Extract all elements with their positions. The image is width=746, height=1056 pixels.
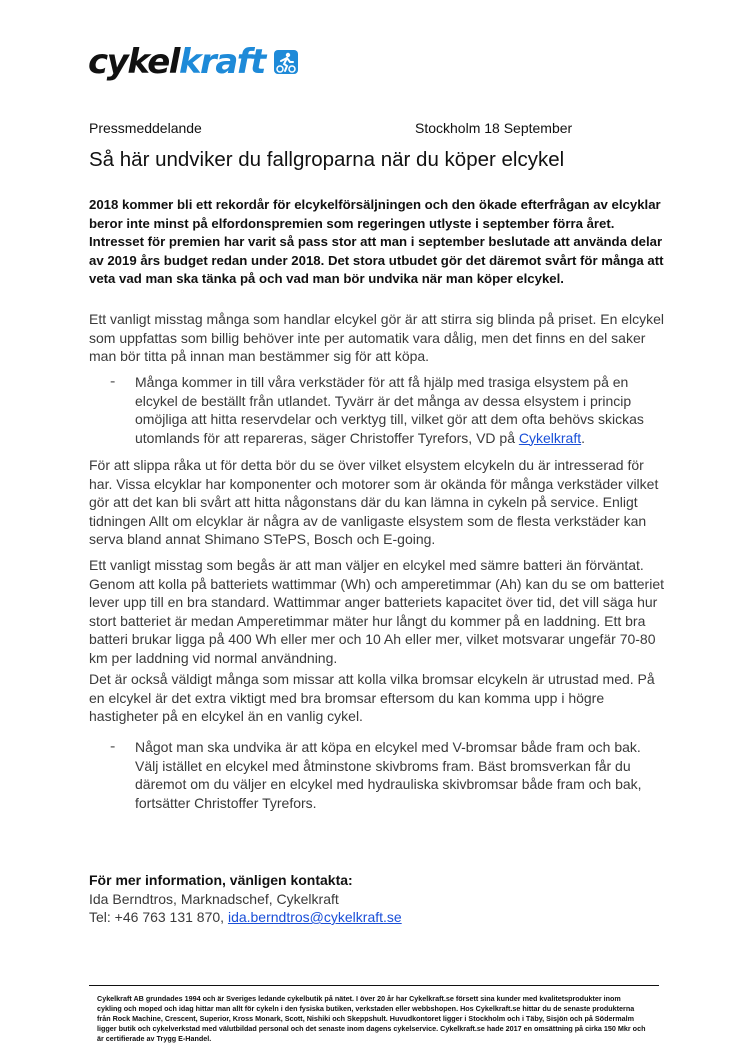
place-date: Stockholm 18 September	[415, 120, 573, 136]
contact-phone: Tel: +46 763 131 870,	[89, 909, 228, 925]
article-title: Så här undviker du fallgroparna när du köper elcykel	[89, 148, 565, 171]
paragraph-1: Ett vanligt misstag många som handlar elcykel gör är att stirra sig blinda på priset. En elcykel som uppfattas som billig behöver inte per automatik vara dålig, men det finns en del saker man bör titta på innan man bestämmer sig för att köpa.	[89, 311, 665, 364]
quote-1-body: Många kommer in till våra verkstäder för att få hjälp med trasiga elsystem på en elcykel de beställt från utlandet. Tyvärr är det många av dessa elsystem i princip omöjliga att hitta reservdelar och verktyg till, vilket gör att dem ofta behövs skickas utomlands för att repareras, säger Christoffer Tyrefors, VD på	[135, 374, 644, 446]
lead-paragraph: 2018 kommer bli ett rekordår för elcykelförsäljningen och den ökade efterfrågan av elcyklar beror inte minst på elfordonspremien som regeringen utlyste i september förra året. Intresset för premien har varit så pass stor att man i september beslutade att använda delar av 2019 års budget redan under 2018. Det stora utbudet gör det däremot svårt för många att veta vad man ska tänka på och vad man bör undvika när man köper elcykel.	[89, 197, 664, 287]
document-type-label: Pressmeddelande	[89, 120, 202, 136]
company-logo	[88, 40, 299, 84]
quote-1-end: .	[581, 429, 585, 446]
logo-wordmark	[88, 42, 265, 82]
bullet-marker: -	[110, 738, 116, 755]
paragraph-3: Ett vanligt misstag som begås är att man väljer en elcykel med sämre batteri än förväntat. Genom att kolla på batteriets wattimmar (Wh) och amperetimmar (Ah) kan du se om batteriet lever upp till en bra standard. Wattimmar anger batteriets kapacitet över tid, det vill säga hur stort batteriet är medan Amperetimmar mäter hur långt du kommer på en laddning. Ett bra batteri brukar ligga på 400 Wh eller mer och 10 Ah eller mer, vilket motsvarar ungefär 70-80 km per laddning vid normal användning.	[89, 557, 664, 666]
cykelkraft-link[interactable]: Cykelkraft	[518, 429, 582, 446]
quote-text-1	[135, 373, 650, 447]
footer-divider	[89, 985, 659, 986]
quote-bullet-1	[110, 373, 650, 447]
logo-part-kraft: kraft	[178, 42, 265, 82]
contact-phone-line	[89, 908, 402, 927]
contact-section	[89, 871, 402, 927]
quote-bullet-2	[110, 738, 650, 812]
bullet-marker: -	[110, 373, 116, 390]
cyclist-icon	[273, 49, 299, 75]
contact-heading: För mer information, vänligen kontakta:	[89, 872, 353, 888]
contact-email-link[interactable]: ida.berndtros@cykelkraft.se	[227, 909, 402, 925]
company-boilerplate: Cykelkraft AB grundades 1994 och är Sveriges ledande cykelbutik på nätet. I över 20 år har Cykelkraft.se försett sina kunder med kvalitetsprodukter inom cykling och moped och idag hittar man allt för cykeln i den fysiska butiken, verkstaden eller webbshopen. Hos Cykelkraft.se hittar du de senaste produkterna från Rock Machine, Crescent, Superior, Kross Monark, Scott, Nishiki och Skeppshult. Huvudkontoret ligger i Stockholm och i Täby, Sisjön och på Södermalm ligger butik och cykelverkstad med välutbildad personal och det senaste inom dagens cykelservice. Cykelkraft.se hade 2017 en omsättning på cirka 150 Mkr och är certifierade av Trygg E-Handel.	[97, 994, 646, 1043]
paragraph-2: För att slippa råka ut för detta bör du se över vilket elsystem elcykeln du är intresserad för har. Vissa elcyklar har komponenter och motorer som är okända för många verkstäder vilket gör att det kan bli svårt att hitta någonstans där du kan lämna in cykeln på service. Enligt tidningen Allt om elcyklar är några av de vanligaste elsystem som de flesta verkstäder kan serva bland annat Shimano STePS, Bosch och E-going.	[89, 457, 659, 547]
contact-name: Ida Berndtros, Marknadschef, Cykelkraft	[89, 890, 339, 907]
paragraph-4: Det är också väldigt många som missar att kolla vilka bromsar elcykeln är utrustad med. På en elcykel är det extra viktigt med bra bromsar eftersom du kan komma upp i högre hastigheter på en elcykel än en vanlig cykel.	[89, 671, 655, 724]
logo-part-cykel: cykel	[88, 42, 179, 82]
quote-text-2: Något man ska undvika är att köpa en elcykel med V-bromsar både fram och bak. Välj istället en elcykel med åtminstone skivbroms fram. Bäst bromsverkan får du däremot om du väljer en elcykel med hydrauliska skivbromsar både fram och bak, fortsätter Christoffer Tyrefors.	[135, 739, 642, 811]
